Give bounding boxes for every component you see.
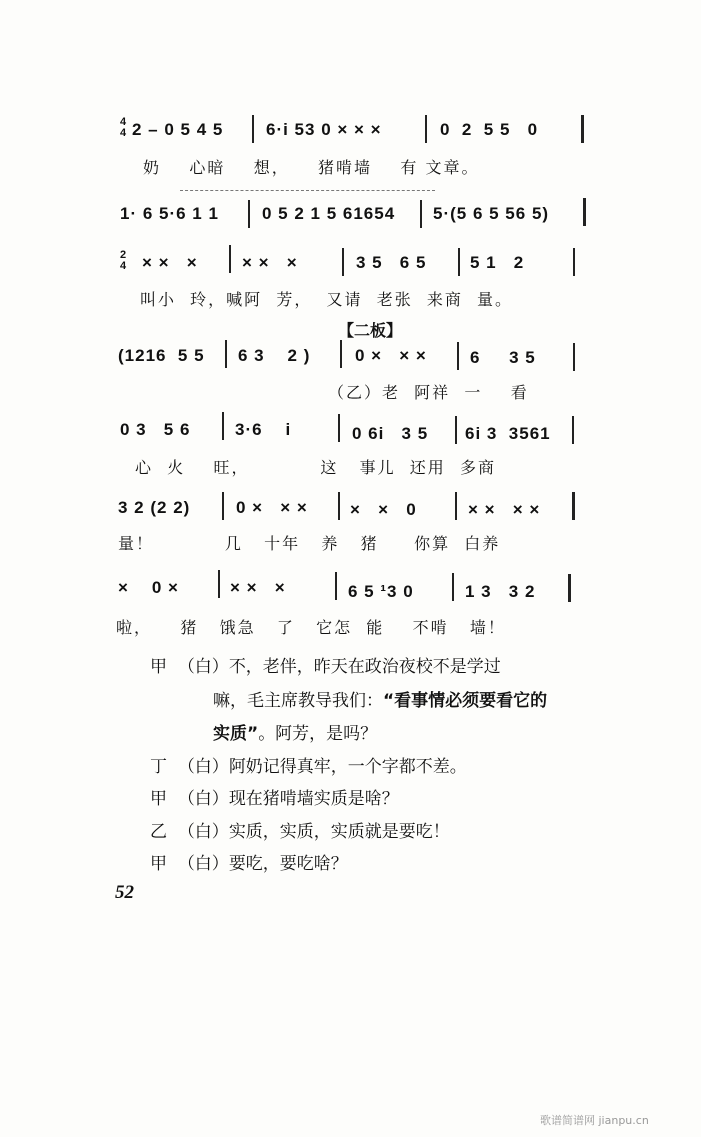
section-label: 【二板】	[338, 321, 403, 340]
barline	[455, 492, 457, 520]
dialogue-line	[213, 719, 377, 744]
barline	[340, 340, 342, 368]
dialogue-line	[150, 652, 501, 677]
dialogue-line	[150, 752, 467, 777]
line-text: 嘛，毛主席教导我们：	[213, 691, 383, 711]
barline	[452, 573, 454, 601]
mode: （白）	[177, 757, 229, 777]
line-text: 阿奶记得真牢，一个字都不差。	[228, 757, 467, 777]
time-signature: 2 4	[119, 249, 127, 272]
barline	[583, 198, 586, 226]
measure: 0 × × ×	[355, 346, 427, 365]
measure: 2 – 0 5 4 5	[132, 120, 224, 139]
divider	[180, 190, 435, 191]
lyrics: 心 火 旺， 这 事儿 还用 多商	[135, 458, 496, 477]
measure: 3 5 6 5	[356, 253, 427, 272]
barline	[581, 115, 584, 143]
mode: （白）	[177, 854, 229, 874]
measure: 1 3 3 2	[465, 582, 536, 601]
lyrics: （乙）老 阿祥 一 看	[328, 383, 529, 402]
dialogue-line	[213, 686, 547, 711]
measure: × × × ×	[468, 500, 541, 519]
measure: 3 2 (2 2)	[118, 498, 191, 517]
dialogue-line	[150, 817, 450, 842]
speaker: 甲	[150, 789, 167, 809]
measure: × × 0	[350, 500, 417, 519]
quote: 实质”	[213, 724, 259, 744]
measure: 6 3 5	[470, 348, 536, 367]
barline	[248, 200, 250, 228]
measure: 1· 6 5·6 1 1	[120, 204, 219, 223]
line-text: 不，老伴，昨天在政治夜校不是学过	[228, 657, 501, 677]
measure: (1216 5 5	[118, 346, 205, 365]
lyrics: 量！ 几 十年 养 猪 你算 白养	[118, 534, 501, 553]
line-text: 实质，实质，实质就是要吃！	[228, 822, 450, 842]
line-text: 。阿芳，是吗？	[258, 724, 378, 744]
barline	[225, 340, 227, 368]
barline	[218, 570, 220, 598]
barline	[252, 115, 254, 143]
measure: 6·i 53 0 × × ×	[266, 120, 382, 139]
measure: 0 6i 3 5	[352, 424, 429, 443]
barline	[455, 416, 457, 444]
barline	[222, 412, 224, 440]
barline	[573, 248, 575, 276]
measure: × × ×	[230, 578, 286, 597]
measure: 5 1 2	[470, 253, 525, 272]
quote: “看事情必须要看它的	[383, 691, 548, 711]
dialogue-line	[150, 849, 348, 874]
measure: × 0 ×	[118, 578, 179, 597]
measure: 0 × × ×	[236, 498, 308, 517]
barline	[457, 342, 459, 370]
barline	[335, 572, 337, 600]
mode: （白）	[177, 657, 229, 677]
barline	[458, 248, 460, 276]
barline	[338, 492, 340, 520]
measure: × × ×	[142, 253, 198, 272]
lyrics: 叫小 玲，喊阿 芳， 又请 老张 来商 量。	[140, 290, 514, 309]
page-number: 52	[115, 882, 134, 903]
barline	[573, 343, 575, 371]
measure: 0 5 2 1 5 61654	[262, 204, 396, 223]
measure: 0 3 5 6	[120, 420, 191, 439]
barline	[342, 248, 344, 276]
barline	[229, 245, 231, 273]
barline	[425, 115, 427, 143]
barline	[572, 492, 575, 520]
speaker: 丁	[150, 757, 167, 777]
barline	[222, 492, 224, 520]
speaker: 甲	[150, 854, 167, 874]
measure: × × ×	[242, 253, 298, 272]
mode: （白）	[177, 789, 229, 809]
measure: 5·(5 6 5 56 5)	[433, 204, 550, 223]
measure: 6 5 ¹3 0	[348, 582, 414, 601]
watermark: 歌谱简谱网 jianpu.cn	[540, 1114, 649, 1127]
dialogue-line	[150, 784, 399, 809]
lyrics: 奶 心暗 想， 猪啃墙 有 文章。	[143, 158, 480, 177]
mode: （白）	[177, 822, 229, 842]
barline	[568, 574, 571, 602]
measure: 6i 3 3561	[465, 424, 551, 443]
measure: 6 3 2 )	[238, 346, 311, 365]
speaker: 甲	[150, 657, 167, 677]
line-text: 现在猪啃墙实质是啥？	[228, 789, 399, 809]
time-signature: 4 4	[119, 116, 127, 139]
lyrics: 啦， 猪 饿急 了 它怎 能 不啃 墙！	[116, 618, 506, 637]
barline	[420, 200, 422, 228]
measure: 3·6 i	[235, 420, 292, 439]
line-text: 要吃，要吃啥？	[228, 854, 348, 874]
barline	[572, 416, 574, 444]
measure: 0 2 5 5 0	[440, 120, 539, 139]
barline	[338, 414, 340, 442]
speaker: 乙	[150, 822, 167, 842]
